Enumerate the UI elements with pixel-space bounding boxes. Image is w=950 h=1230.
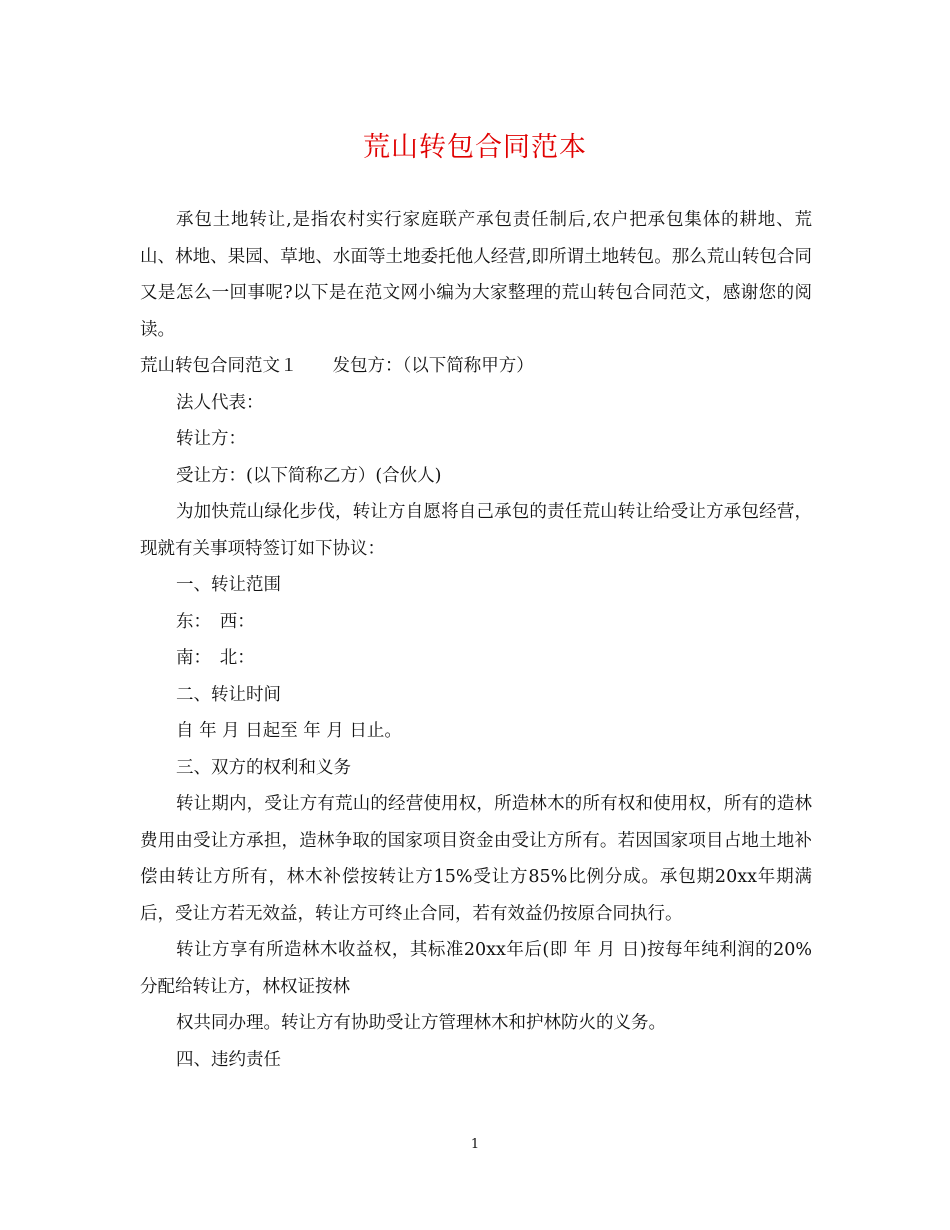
revenue-paragraph: 转让方享有所造林木收益权，其标准20xx年后(即 年 月 日)按每年纯利润的20%分配给转让方，林权证按林 — [140, 940, 812, 997]
section-heading-scope: 一、转让范围 — [176, 575, 281, 595]
legal-representative-line: 法人代表： — [176, 392, 264, 413]
section-heading-time: 二、转让时间 — [176, 684, 281, 705]
transfer-period-line: 自 年 月 日起至 年 月 日止。 — [176, 721, 402, 741]
transferor-line: 转让方： — [176, 429, 246, 449]
rights-paragraph: 转让期内，受让方有荒山的经营使用权，所造林木的所有权和使用权，所有的造林费用由受让方承担，造林争取的国家项目资金由受让方所有。若因国家项目占地土地补偿由转让方所有，林木补偿按转让方15%受让方85%比例分成。承包期20xx年期满后，受让方若无效益，转让方可终止合同，若有效益仍按原合同执行。 — [140, 794, 812, 924]
boundary-south-north: 南： 北： — [176, 648, 255, 668]
transferee-line: 受让方：(以下简称乙方）(合伙人) — [176, 465, 442, 486]
forest-certificate-paragraph: 权共同办理。转让方有协助受让方管理林木和护林防火的义务。 — [176, 1013, 666, 1033]
contract-heading-line: 荒山转包合同范文１ 发包方：（以下简称甲方） — [140, 356, 534, 376]
page-number: 1 — [470, 1137, 480, 1152]
section-heading-liability: 四、违约责任 — [176, 1049, 281, 1070]
intro-paragraph: 承包土地转让,是指农村实行家庭联产承包责任制后,农户把承包集体的耕地、荒山、林地、果园、草地、水面等土地委托他人经营,即所谓土地转包。那么荒山转包合同又是怎么一回事呢?以下是在范文网小编为大家整理的荒山转包合同范文，感谢您的阅读。 — [140, 210, 812, 340]
boundary-east-west: 东： 西： — [176, 611, 255, 632]
section-heading-rights: 三、双方的权利和义务 — [176, 757, 351, 778]
document-body — [140, 202, 812, 1078]
document-title: 荒山转包合同范本 — [363, 132, 587, 163]
agreement-preamble: 为加快荒山绿化步伐，转让方自愿将自己承包的责任荒山转让给受让方承包经营，现就有关事项特签订如下协议： — [140, 502, 812, 559]
